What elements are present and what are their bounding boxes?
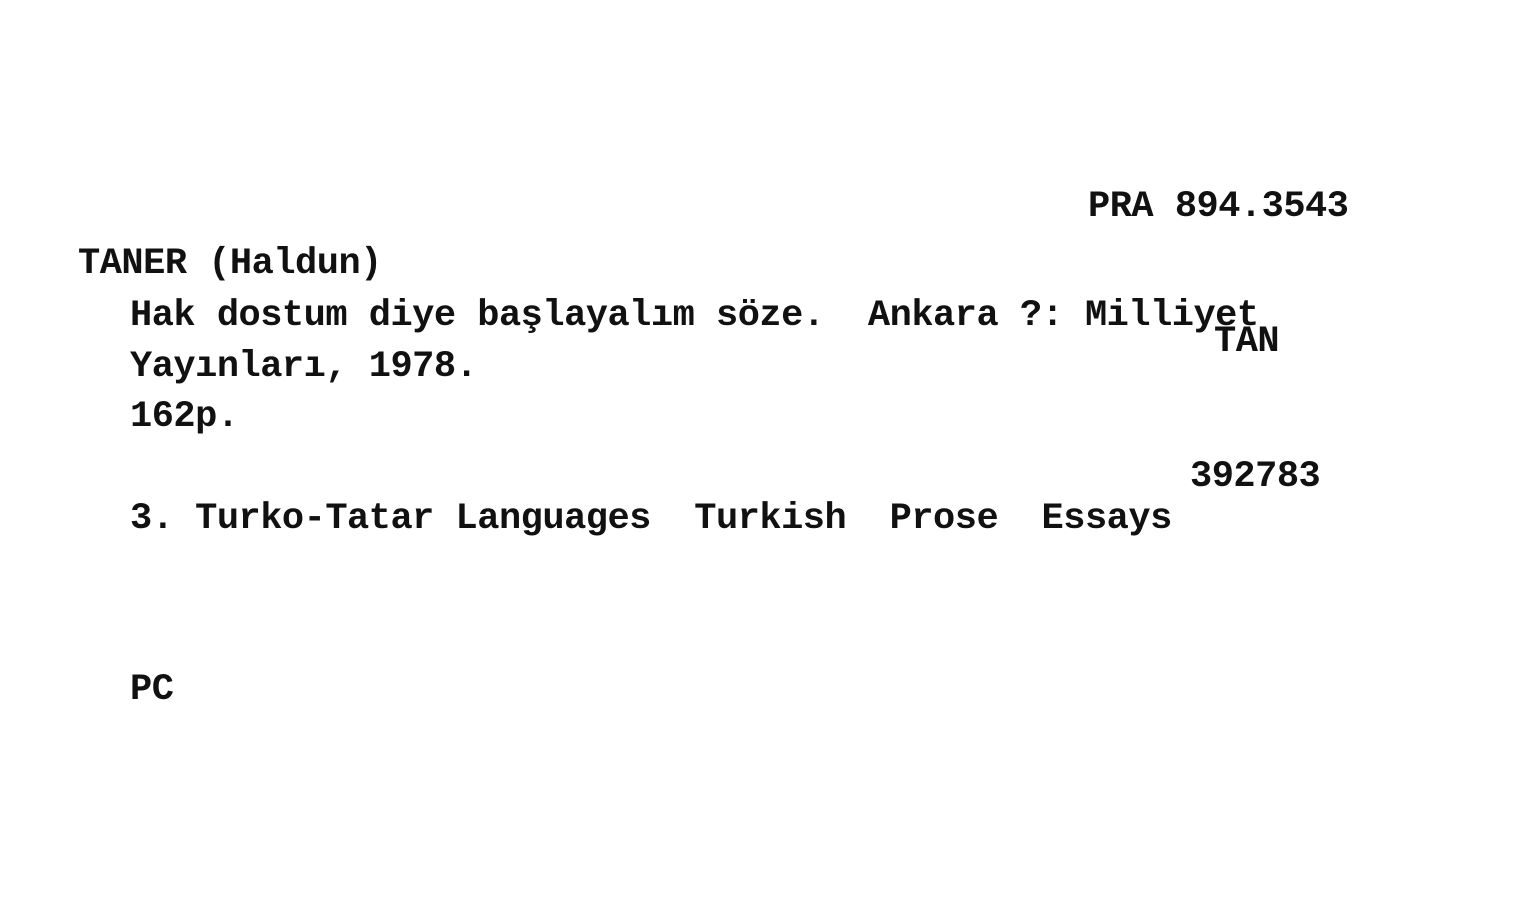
accession-number: 392783 — [1190, 456, 1321, 498]
call-number-cutter: TAN — [1214, 321, 1280, 363]
author-heading: TANER (Haldun) — [78, 243, 382, 285]
title-statement: Hak dostum diye başlayalım söze. Ankara ?: Milliyet — [130, 295, 1259, 337]
publication-statement: Yayınları, 1978. — [130, 346, 478, 388]
call-number-class: PRA 894.3543 — [1088, 186, 1349, 228]
subject-tracings: 3. Turko-Tatar Languages Turkish Prose Essays — [130, 498, 1172, 540]
pagination: 162p. — [130, 396, 239, 438]
location-code: PC — [130, 669, 174, 711]
